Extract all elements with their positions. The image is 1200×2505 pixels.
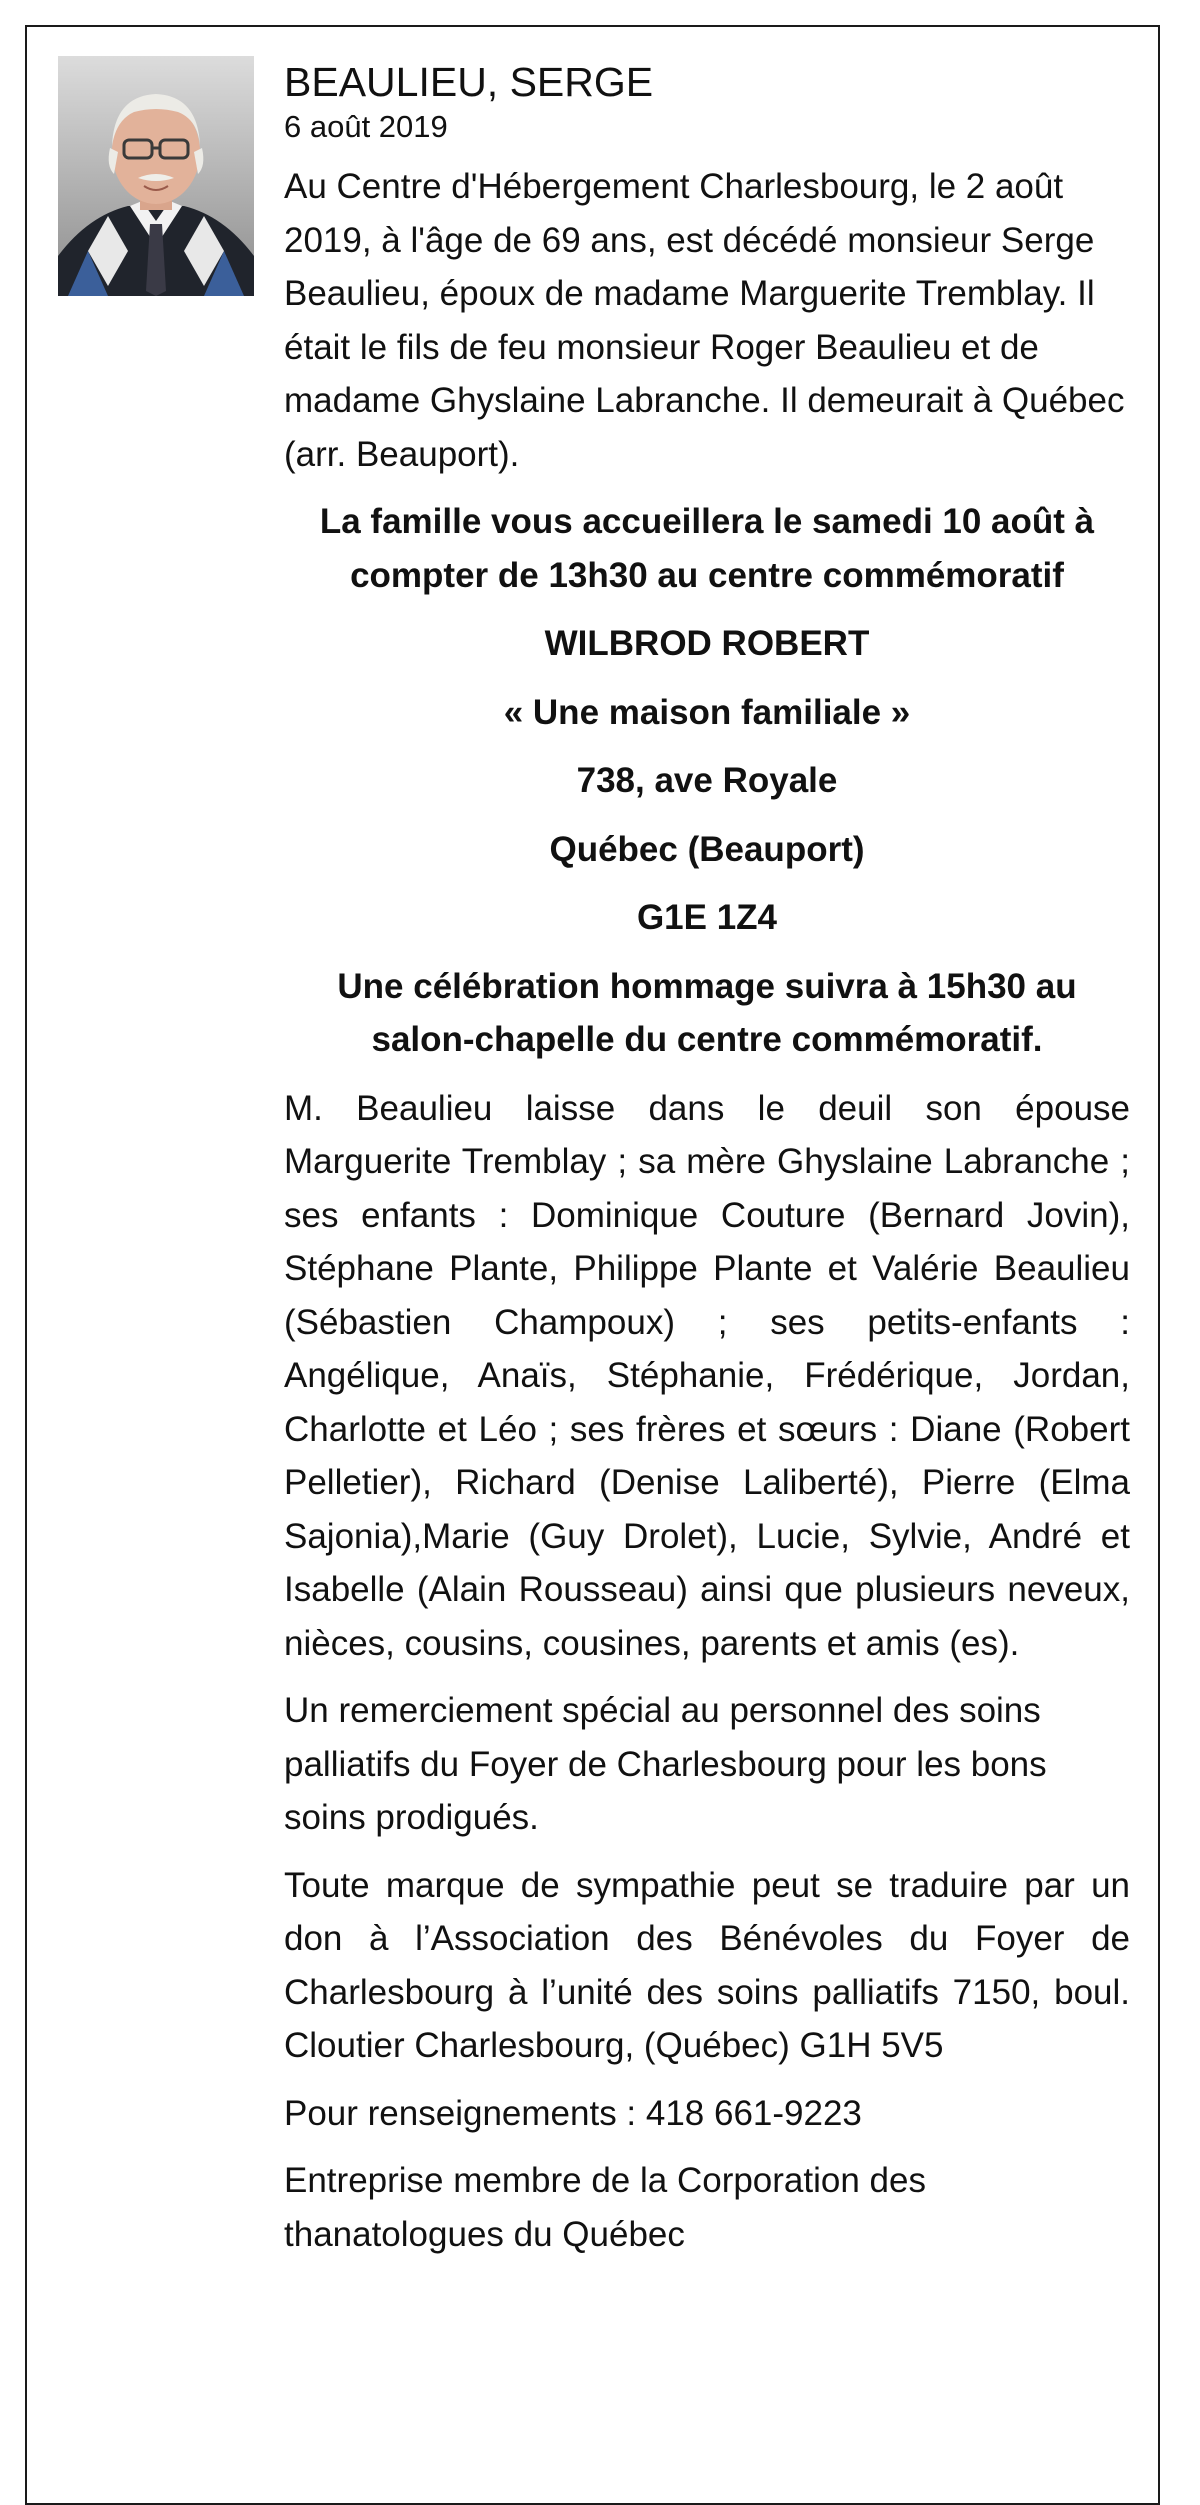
thanks-paragraph: Un remerciement spécial au personnel des soins palliatifs du Foyer de Charlesbourg pour les bons soins prodigués. (284, 1691, 1047, 1837)
deceased-name: BEAULIEU, SERGE (284, 59, 654, 105)
donations-paragraph: Toute marque de sympathie peut se traduire par un don à l’Association des Bénévoles du Foyer de Charlesbourg à l’unité des soins palliatifs 7150, boul. Cloutier Charlesbourg, (Québec) G1H 5V5 (284, 1865, 1130, 2065)
ceremony-notice: Une célébration hommage suivra à 15h30 au salon-chapelle du centre commémoratif. (337, 966, 1077, 1059)
survivors-paragraph: M. Beaulieu laisse dans le deuil son épouse Marguerite Tremblay ; sa mère Ghyslaine Labranche ; ses enfants : Dominique Couture (Bernard Jovin), Stéphane Plante, Philippe Plante et Valérie Beaulieu (Sébastien Champoux) ; ses petits-enfants : Angélique, Anaïs, Stéphanie, Frédérique, Jordan, Charlotte et Léo ; ses frères et sœurs : Diane (Robert Pelletier), Richard (Denise Laliberté), Pierre (Elma Sajonia),Marie (Guy Drolet), Lucie, Sylvie, André et Isabelle (Alain Rousseau) ainsi que plusieurs neveux, nièces, cousins, cousines, parents et amis (es). (284, 1088, 1130, 1663)
obituary-content (284, 58, 1130, 2275)
visitation-notice: La famille vous accueillera le samedi 10 août à compter de 13h30 au centre commémoratif (319, 502, 1095, 595)
funeral-home-name: WILBROD ROBERT (544, 624, 870, 663)
intro-paragraph: Au Centre d'Hébergement Charlesbourg, le 2 août 2019, à l'âge de 69 ans, est décédé monsieur Serge Beaulieu, époux de madame Marguerite Tremblay. Il était le fils de feu monsieur Roger Beaulieu et de madame Ghyslaine Labranche. Il demeurait à Québec (arr. Beauport). (284, 167, 1125, 474)
publication-date: 6 août 2019 (284, 109, 448, 144)
info-line: Pour renseignements : 418 661-9223 (284, 2093, 862, 2133)
membership-paragraph: Entreprise membre de la Corporation des thanatologues du Québec (284, 2161, 926, 2254)
address-city: Québec (Beauport) (549, 829, 865, 869)
portrait-photo (58, 56, 254, 296)
funeral-home-slogan: « Une maison familiale » (503, 692, 911, 732)
address-postal-code: G1E 1Z4 (636, 898, 778, 937)
address-street: 738, ave Royale (576, 761, 838, 800)
